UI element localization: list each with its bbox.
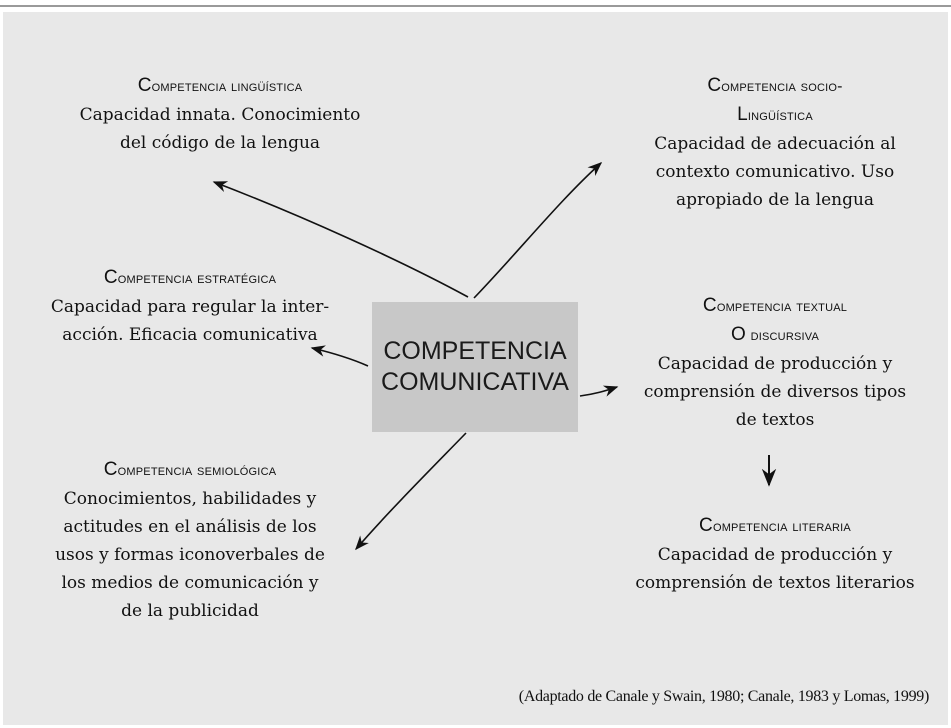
node-estrategica <box>10 264 370 349</box>
node-estrategica-desc: Capacidad para regular la inter- acción. Eficacia comunicativa <box>50 297 330 345</box>
node-textual <box>590 292 951 434</box>
node-literaria-title: Competencia literaria <box>699 515 851 536</box>
arrow-to-sociolinguistica <box>474 163 601 298</box>
node-estrategica-title: Competencia estratégica <box>103 267 277 288</box>
source-citation: (Adaptado de Canale y Swain, 1980; Canale, 1983 y Lomas, 1999) <box>518 688 929 705</box>
center-box: COMPETENCIA COMUNICATIVA <box>372 302 578 432</box>
node-sociolinguistica-desc: Capacidad de adecuación al contexto comunicativo. Uso apropiado de la lengua <box>654 134 896 210</box>
node-semiologica-desc: Conocimientos, habilidades y actitudes en el análisis de los usos y formas iconoverbales de los medios de comunicación y de la publicidad <box>55 489 325 621</box>
node-literaria <box>590 512 951 597</box>
arrow-to-estrategica <box>312 348 368 366</box>
node-linguistica-desc: Capacidad innata. Conocimiento del código de la lengua <box>79 105 361 153</box>
node-sociolinguistica-title2: Lingüística <box>737 104 813 125</box>
node-literaria-desc: Capacidad de producción y comprensión de textos literarios <box>635 545 915 593</box>
node-textual-title2: O discursiva <box>730 324 820 345</box>
node-linguistica <box>30 72 410 157</box>
node-sociolinguistica <box>590 72 951 214</box>
node-semiologica <box>10 456 370 625</box>
node-linguistica-title: Competencia lingüística <box>137 75 303 96</box>
arrow-to-semiologica <box>356 433 466 549</box>
node-textual-desc: Capacidad de producción y comprensión de diversos tipos de textos <box>643 354 907 430</box>
node-textual-title: Competencia textual <box>702 295 848 316</box>
node-sociolinguistica-title: Competencia socio- <box>707 75 843 96</box>
node-semiologica-title: Competencia semiológica <box>103 459 277 480</box>
